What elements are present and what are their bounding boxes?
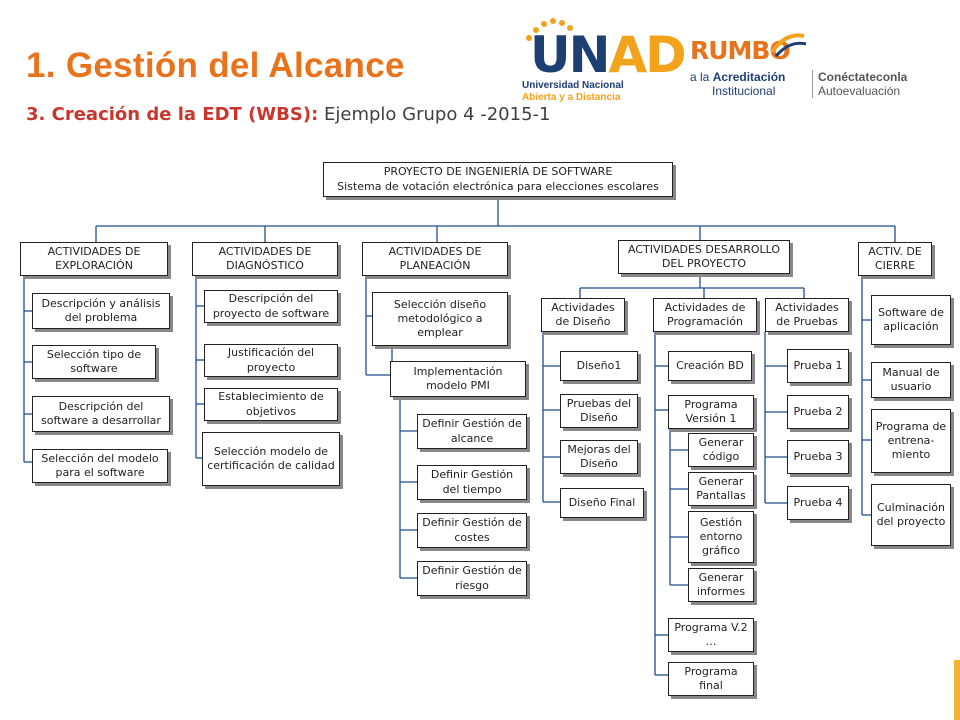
- unad-wordmark: UNAD: [530, 26, 685, 84]
- programacion-item: Creación BD: [668, 351, 752, 381]
- exploracion-item: Selección tipo de software: [32, 345, 156, 379]
- diagnostico-item: Establecimiento de objetivos: [204, 388, 338, 421]
- unad-line1: Universidad Nacional: [522, 80, 624, 91]
- programacion-item: Programa final: [668, 662, 754, 696]
- diseno-item: Diseño1: [560, 351, 638, 381]
- rumbo-line1: a la Acreditación: [690, 70, 786, 84]
- programacion-v1-item: Generar informes: [688, 568, 754, 602]
- diseno-item: Mejoras del Diseño: [560, 440, 638, 474]
- programacion-v1-item: Gestión entorno gráfico: [688, 511, 754, 563]
- cierre-item: Manual de usuario: [871, 362, 951, 398]
- rumbo-wordmark: RUMBO: [690, 36, 790, 65]
- desarrollo-header: ACTIVIDADES DESARROLLO DEL PROYECTO: [618, 240, 790, 274]
- diseno-header: Actividades de Diseño: [541, 298, 625, 332]
- slide-title: 1. Gestión del Alcance: [26, 46, 405, 85]
- cierre-item: Software de aplicación: [871, 295, 951, 345]
- exploracion-header: ACTIVIDADES DE EXPLORACIÓN: [20, 242, 168, 276]
- exploracion-item: Descripción del software a desarrollar: [32, 396, 170, 432]
- exploracion-item: Selección del modelo para el software: [32, 449, 168, 483]
- root-line1: PROYECTO DE INGENIERÍA DE SOFTWARE: [383, 165, 613, 179]
- pruebas-item: Prueba 3: [787, 440, 849, 474]
- rumbo-line4: Autoevaluación: [818, 84, 901, 98]
- programacion-v1-item: Generar código: [688, 433, 754, 467]
- unad-line2: Abierta y a Distancia: [522, 92, 621, 103]
- pmi-item: Definir Gestión del tiempo: [417, 465, 527, 500]
- cierre-item: Programa de entrena-miento: [871, 409, 951, 473]
- cierre-item: Culminación del proyecto: [871, 484, 951, 546]
- wbs-root: [323, 162, 673, 197]
- root-line2: Sistema de votación electrónica para elecciones escolares: [337, 179, 659, 193]
- programacion-header: Actividades de Programación: [653, 298, 757, 332]
- pruebas-item: Prueba 4: [787, 486, 849, 520]
- programacion-item: Programa V.2 …: [668, 618, 754, 652]
- rumbo-line3: Conéctateconla: [818, 70, 908, 84]
- diseno-item: Diseño Final: [560, 488, 644, 518]
- pmi-item: Definir Gestión de alcance: [417, 414, 527, 449]
- diagnostico-header: ACTIVIDADES DE DIAGNÓSTICO: [192, 242, 338, 276]
- planeacion-header: ACTIVIDADES DE PLANEACIÓN: [362, 242, 508, 276]
- subtitle-rest: Ejemplo Grupo 4 -2015-1: [318, 104, 551, 125]
- diseno-item: Pruebas del Diseño: [560, 394, 638, 428]
- programacion-v1-item: Generar Pantallas: [688, 472, 754, 506]
- programacion-item: Programa Versión 1: [668, 395, 754, 429]
- diagnostico-item: Descripción del proyecto de software: [204, 290, 338, 323]
- exploracion-item: Descripción y análisis del problema: [32, 293, 170, 329]
- diagnostico-item: Selección modelo de certificación de calidad: [202, 432, 340, 486]
- pruebas-item: Prueba 2: [787, 395, 849, 429]
- planeacion-item: Implementación modelo PMI: [390, 361, 526, 397]
- planeacion-item: Selección diseño metodológico a emplear: [372, 292, 508, 346]
- pruebas-item: Prueba 1: [787, 349, 849, 383]
- pmi-item: Definir Gestión de riesgo: [417, 561, 527, 596]
- subtitle-highlight: 3. Creación de la EDT (WBS):: [26, 104, 319, 125]
- diagnostico-item: Justificación del proyecto: [204, 344, 338, 377]
- cierre-header: ACTIV. DE CIERRE: [858, 242, 932, 276]
- rumbo-line2: Institucional: [712, 84, 776, 98]
- pmi-item: Definir Gestión de costes: [417, 513, 527, 548]
- pruebas-header: Actividades de Pruebas: [765, 298, 849, 332]
